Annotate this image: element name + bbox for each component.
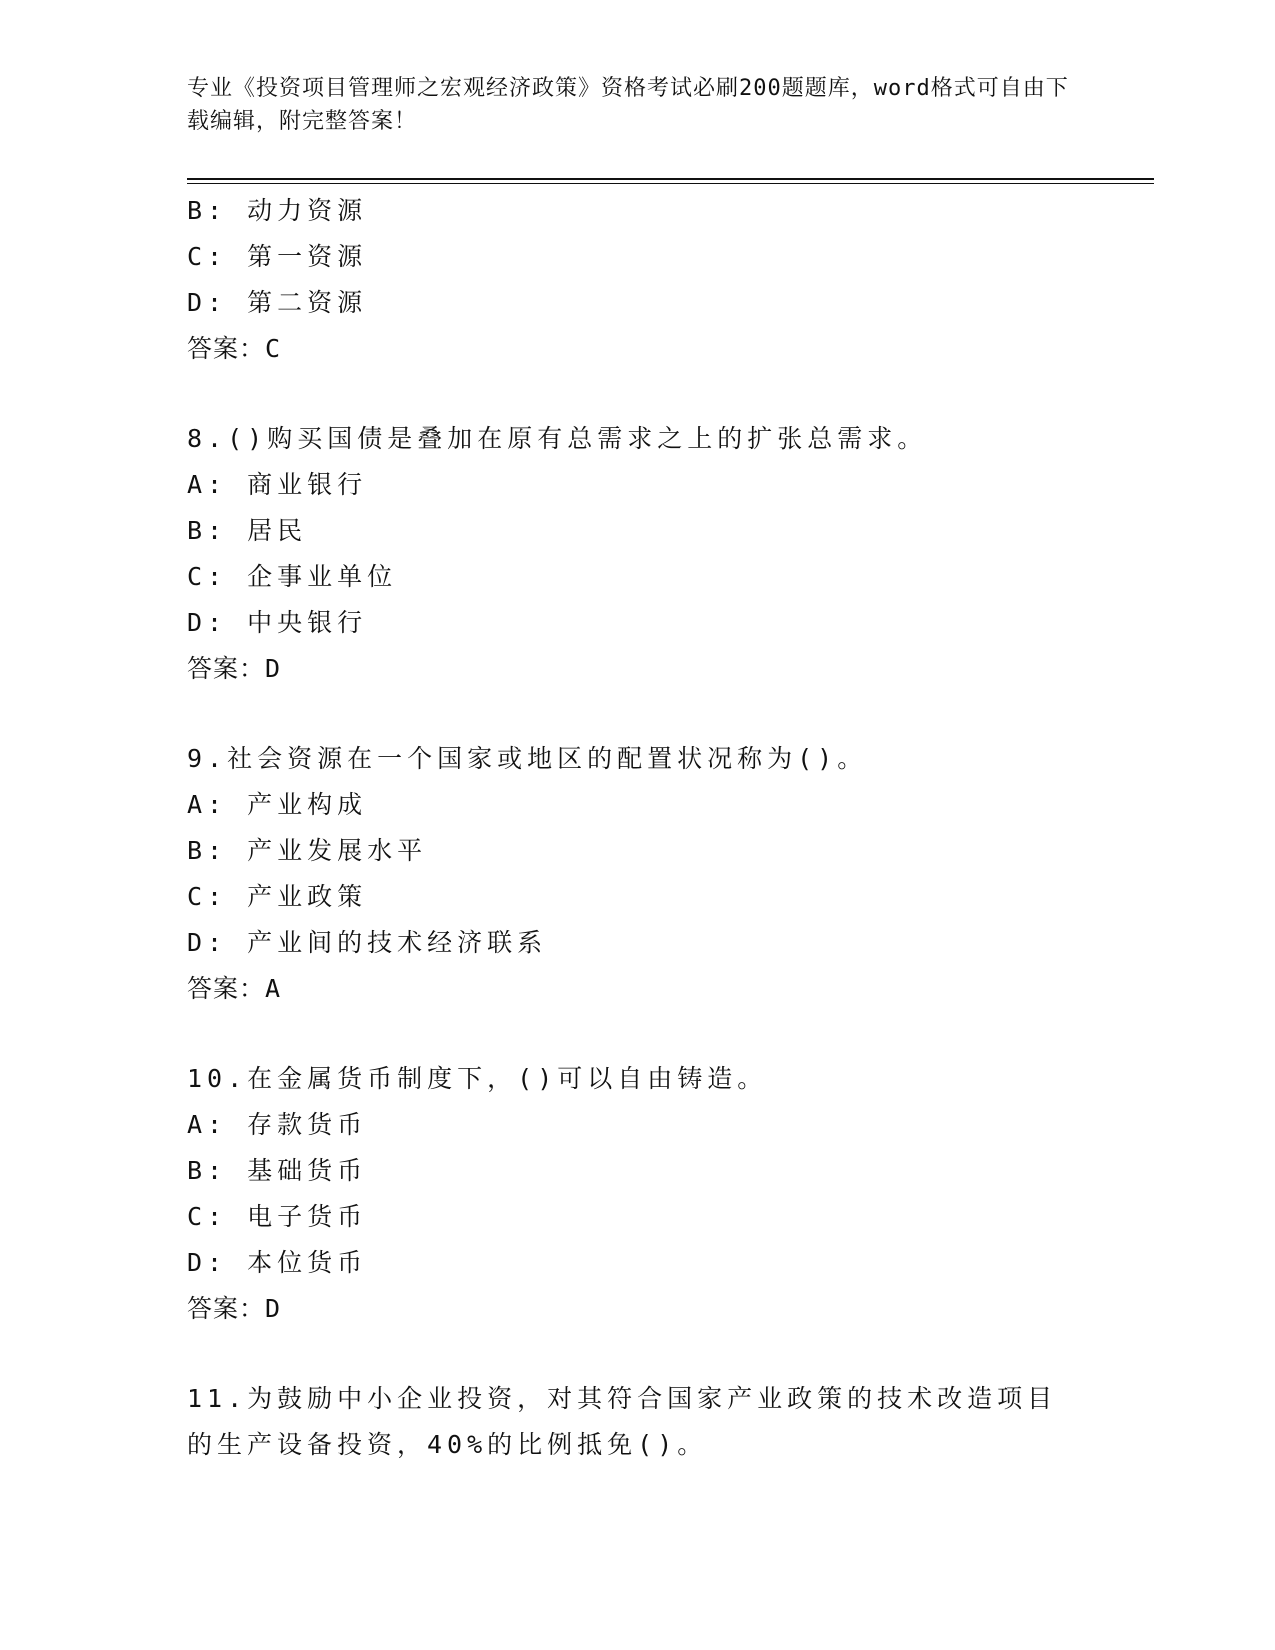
question-block-11 xyxy=(187,1376,1087,1468)
question-stem: 10.在金属货币制度下，()可以自由铸造。 xyxy=(187,1064,768,1093)
question-block-9 xyxy=(187,736,1087,1012)
question-stem: 11.为鼓励中小企业投资，对其符合国家产业政策的技术改造项目的生产设备投资，40%的比例抵免()。 xyxy=(187,1384,1058,1459)
option-a: A: 存款货币 xyxy=(187,1110,368,1139)
option-b: B: 居民 xyxy=(187,516,308,545)
answer-line: 答案：D xyxy=(187,1294,282,1323)
option-c: C: 企事业单位 xyxy=(187,562,398,591)
option-b: B: 动力资源 xyxy=(187,196,368,225)
question-block-partial xyxy=(187,188,1087,372)
document-header: 专业《投资项目管理师之宏观经济政策》资格考试必刷200题题库，word格式可自由下载编辑，附完整答案！ xyxy=(187,76,1069,134)
answer-line: 答案：D xyxy=(187,654,282,683)
option-d: D: 本位货币 xyxy=(187,1248,368,1277)
option-d: D: 中央银行 xyxy=(187,608,368,637)
option-c: C: 产业政策 xyxy=(187,882,368,911)
header-rule-thin xyxy=(187,183,1154,184)
header-rule-thick xyxy=(187,178,1154,180)
answer-line: 答案：A xyxy=(187,974,282,1003)
spacer xyxy=(187,1332,1087,1376)
question-stem: 9.社会资源在一个国家或地区的配置状况称为()。 xyxy=(187,744,868,773)
option-d: D: 第二资源 xyxy=(187,288,368,317)
spacer xyxy=(187,372,1087,416)
spacer xyxy=(187,692,1087,736)
option-c: C: 第一资源 xyxy=(187,242,368,271)
question-block-10 xyxy=(187,1056,1087,1332)
option-d: D: 产业间的技术经济联系 xyxy=(187,928,548,957)
option-c: C: 电子货币 xyxy=(187,1202,368,1231)
question-block-8 xyxy=(187,416,1087,692)
answer-line: 答案：C xyxy=(187,334,282,363)
option-b: B: 产业发展水平 xyxy=(187,836,428,865)
option-b: B: 基础货币 xyxy=(187,1156,368,1185)
option-a: A: 产业构成 xyxy=(187,790,368,819)
spacer xyxy=(187,1012,1087,1056)
question-stem: 8.()购买国债是叠加在原有总需求之上的扩张总需求。 xyxy=(187,424,928,453)
option-a: A: 商业银行 xyxy=(187,470,368,499)
question-content xyxy=(187,188,1087,1468)
